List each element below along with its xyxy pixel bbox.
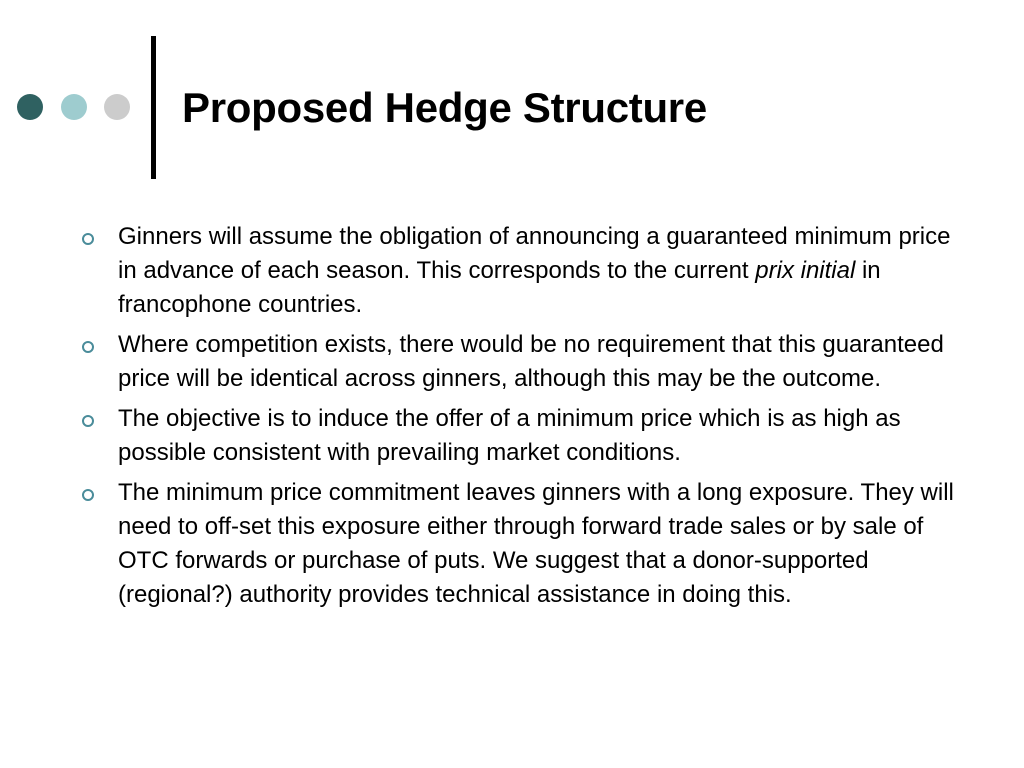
bullet-circle-icon [82,415,94,427]
bullet-text: Ginners will assume the obligation of announcing a guaranteed minimum price in advance of each season. This corresponds to the current [118,223,951,284]
bullet-text: Where competition exists, there would be no requirement that this guaranteed price will be identical across ginners, although this may be the outcome. [118,331,944,392]
decorative-dot-dark [17,94,43,120]
bullet-item [80,220,960,322]
decorative-dot-teal [61,94,87,120]
bullet-circle-icon [82,233,94,245]
slide-title: Proposed Hedge Structure [182,84,707,131]
bullet-item [80,328,960,396]
bullet-circle-icon [82,489,94,501]
bullet-text: The objective is to induce the offer of a minimum price which is as high as possible consistent with prevailing market conditions. [118,405,901,466]
bullet-item [80,402,960,470]
bullet-text-after: in francophone countries. [118,257,881,318]
bullet-circle-icon [82,341,94,353]
bullet-text: The minimum price commitment leaves ginners with a long exposure. They will need to off-set this exposure either through forward trade sales or by sale of OTC forwards or purchase of puts. We suggest that a donor-supported (regional?) authority provides technical assistance in doing this. [118,479,954,608]
bullet-emphasis: prix initial [755,257,856,284]
title-divider [151,36,156,179]
decorative-dot-gray [104,94,130,120]
bullet-item [80,476,960,612]
bullet-list [80,220,960,618]
